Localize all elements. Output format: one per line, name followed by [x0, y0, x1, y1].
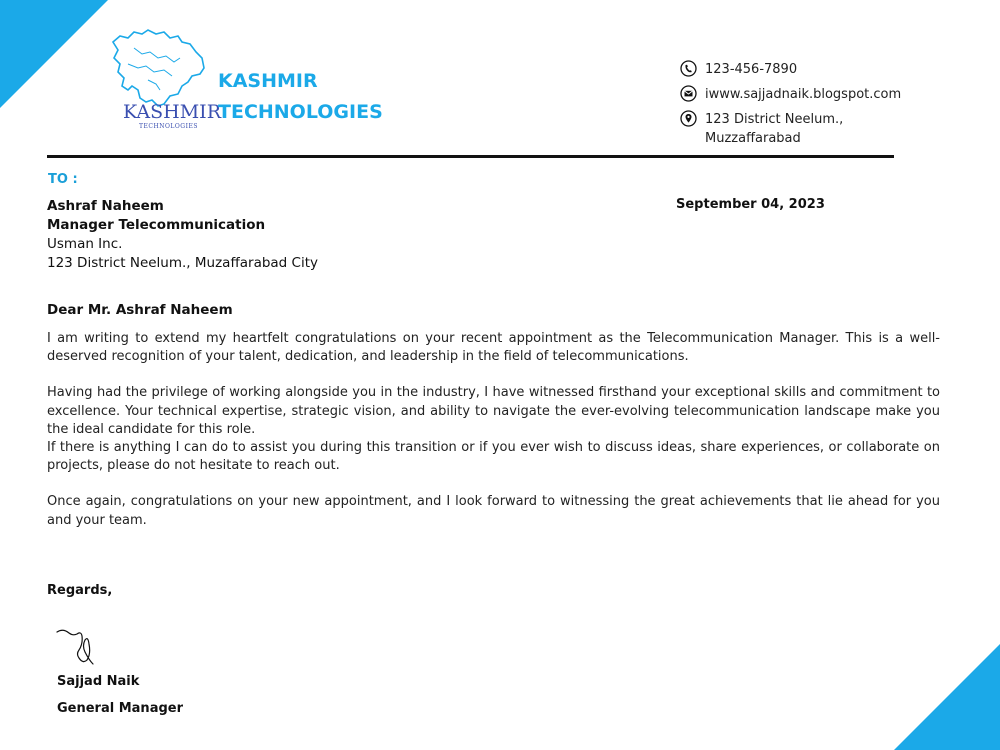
handwritten-signature	[55, 624, 99, 668]
closing: Regards,	[47, 583, 113, 598]
contact-website-row	[680, 85, 901, 110]
contact-block	[680, 60, 901, 148]
corner-decoration-bottom-right	[894, 644, 1000, 750]
company-name-line1: KASHMIR	[218, 70, 318, 92]
company-name-line2: TECHNOLOGIES	[218, 101, 383, 123]
signer-title: General Manager	[57, 701, 183, 716]
contact-website: iwww.sajjadnaik.blogspot.com	[705, 87, 902, 102]
email-icon	[680, 85, 697, 102]
letter-body	[47, 330, 940, 530]
recipient-name: Ashraf Naheem	[47, 198, 164, 214]
body-paragraph-4: Once again, congratulations on your new appointment, and I look forward to witnessing the great achievements that lie ahead for you and your team.	[47, 494, 940, 528]
contact-phone-row	[680, 60, 901, 85]
kashmir-map-icon	[108, 28, 218, 108]
logo-wordmark: KASHMIR	[123, 101, 221, 123]
body-paragraph-1: I am writing to extend my heartfelt congratulations on your recent appointment as the Telecommunication Manager. This is a well-deserved recognition of your talent, dedication, and leadership in the field of telecommunications.	[47, 331, 940, 365]
contact-address	[705, 110, 843, 148]
contact-address-line2: Muzzaffarabad	[705, 131, 801, 146]
corner-decoration-top-left	[0, 0, 108, 108]
recipient-address: 123 District Neelum., Muzaffarabad City	[47, 255, 319, 271]
company-name	[218, 66, 383, 128]
recipient-company: Usman Inc.	[47, 236, 123, 252]
logo-subtitle: TECHNOLOGIES	[139, 123, 198, 130]
letter-date: September 04, 2023	[676, 197, 825, 212]
recipient-title: Manager Telecommunication	[47, 217, 266, 233]
body-paragraph-3: If there is anything I can do to assist you during this transition or if you ever wish to discuss ideas, share experiences, or collaborate on projects, please do not hesitate to reach out.	[47, 440, 940, 474]
location-icon	[680, 110, 697, 127]
contact-address-line1: 123 District Neelum.,	[705, 112, 844, 127]
salutation: Dear Mr. Ashraf Naheem	[47, 302, 233, 318]
recipient-block	[47, 197, 318, 273]
header-divider	[47, 155, 894, 158]
phone-icon	[680, 60, 697, 77]
body-paragraph-2: Having had the privilege of working alongside you in the industry, I have witnessed firsthand your exceptional skills and commitment to excellence. Your technical expertise, strategic vision, and ability to navigate the ever-evolving telecommunication landscape make you the ideal candidate for this role.	[47, 385, 940, 437]
company-logo	[108, 28, 221, 132]
contact-address-row	[680, 110, 901, 148]
signer-name: Sajjad Naik	[57, 674, 140, 689]
contact-phone: 123-456-7890	[705, 62, 798, 77]
to-label: TO :	[48, 172, 78, 187]
